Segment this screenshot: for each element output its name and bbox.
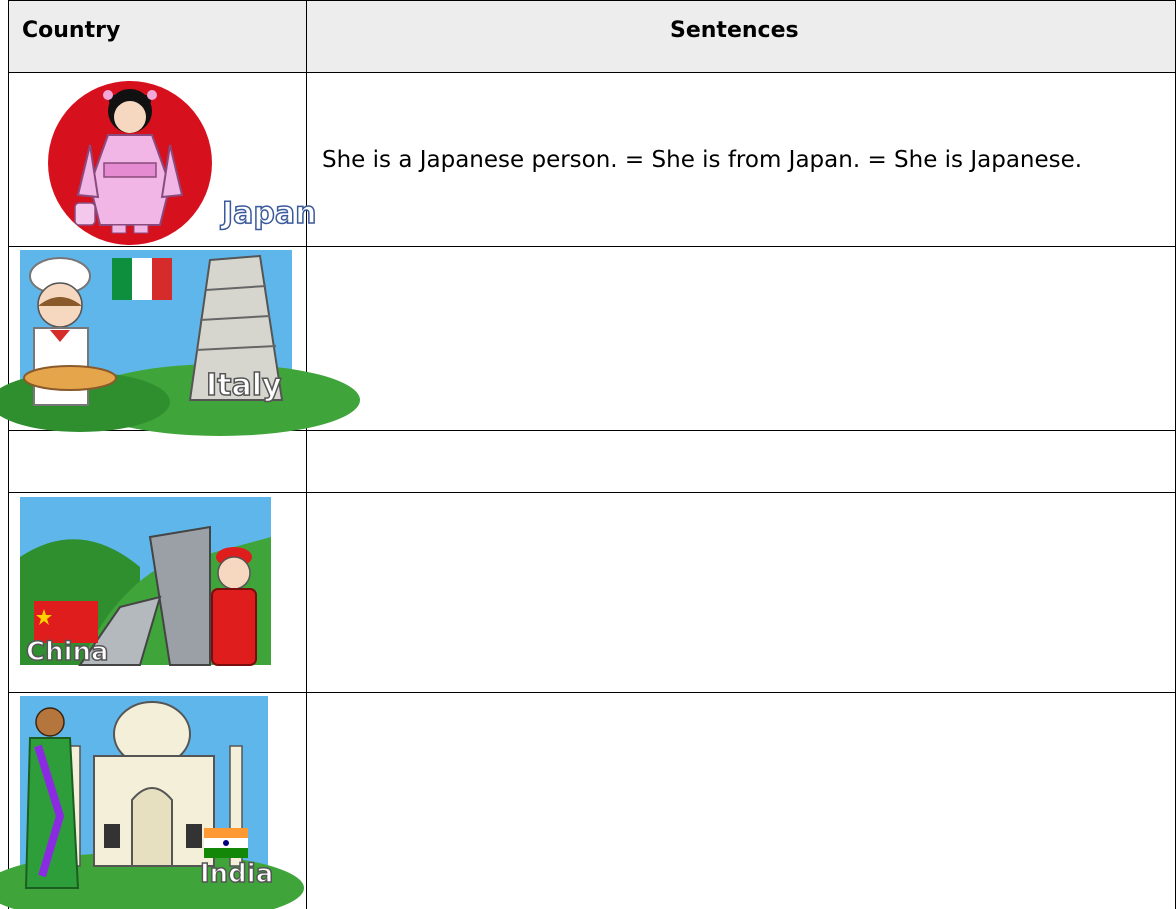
sentence-japan: She is a Japanese person. = She is from Japan. = She is Japanese.: [322, 147, 1083, 173]
row-divider: [8, 246, 1176, 247]
column-divider: [306, 0, 307, 909]
header-country: Country: [22, 18, 121, 43]
row-divider: [8, 492, 1176, 493]
table-border-left: [8, 0, 9, 909]
china-label: China: [26, 637, 109, 667]
table-header-row: [8, 0, 1176, 72]
italy-image: [20, 250, 292, 405]
india-image: [20, 696, 274, 889]
table-border-top: [8, 0, 1176, 1]
india-label: India: [200, 859, 274, 889]
header-sentences: Sentences: [670, 18, 799, 43]
china-image: [20, 497, 271, 665]
japan-image: [20, 75, 317, 243]
row-divider: [8, 692, 1176, 693]
italy-label: Italy: [206, 368, 282, 403]
row-divider: [8, 72, 1176, 73]
japan-label: Japan: [222, 196, 317, 231]
